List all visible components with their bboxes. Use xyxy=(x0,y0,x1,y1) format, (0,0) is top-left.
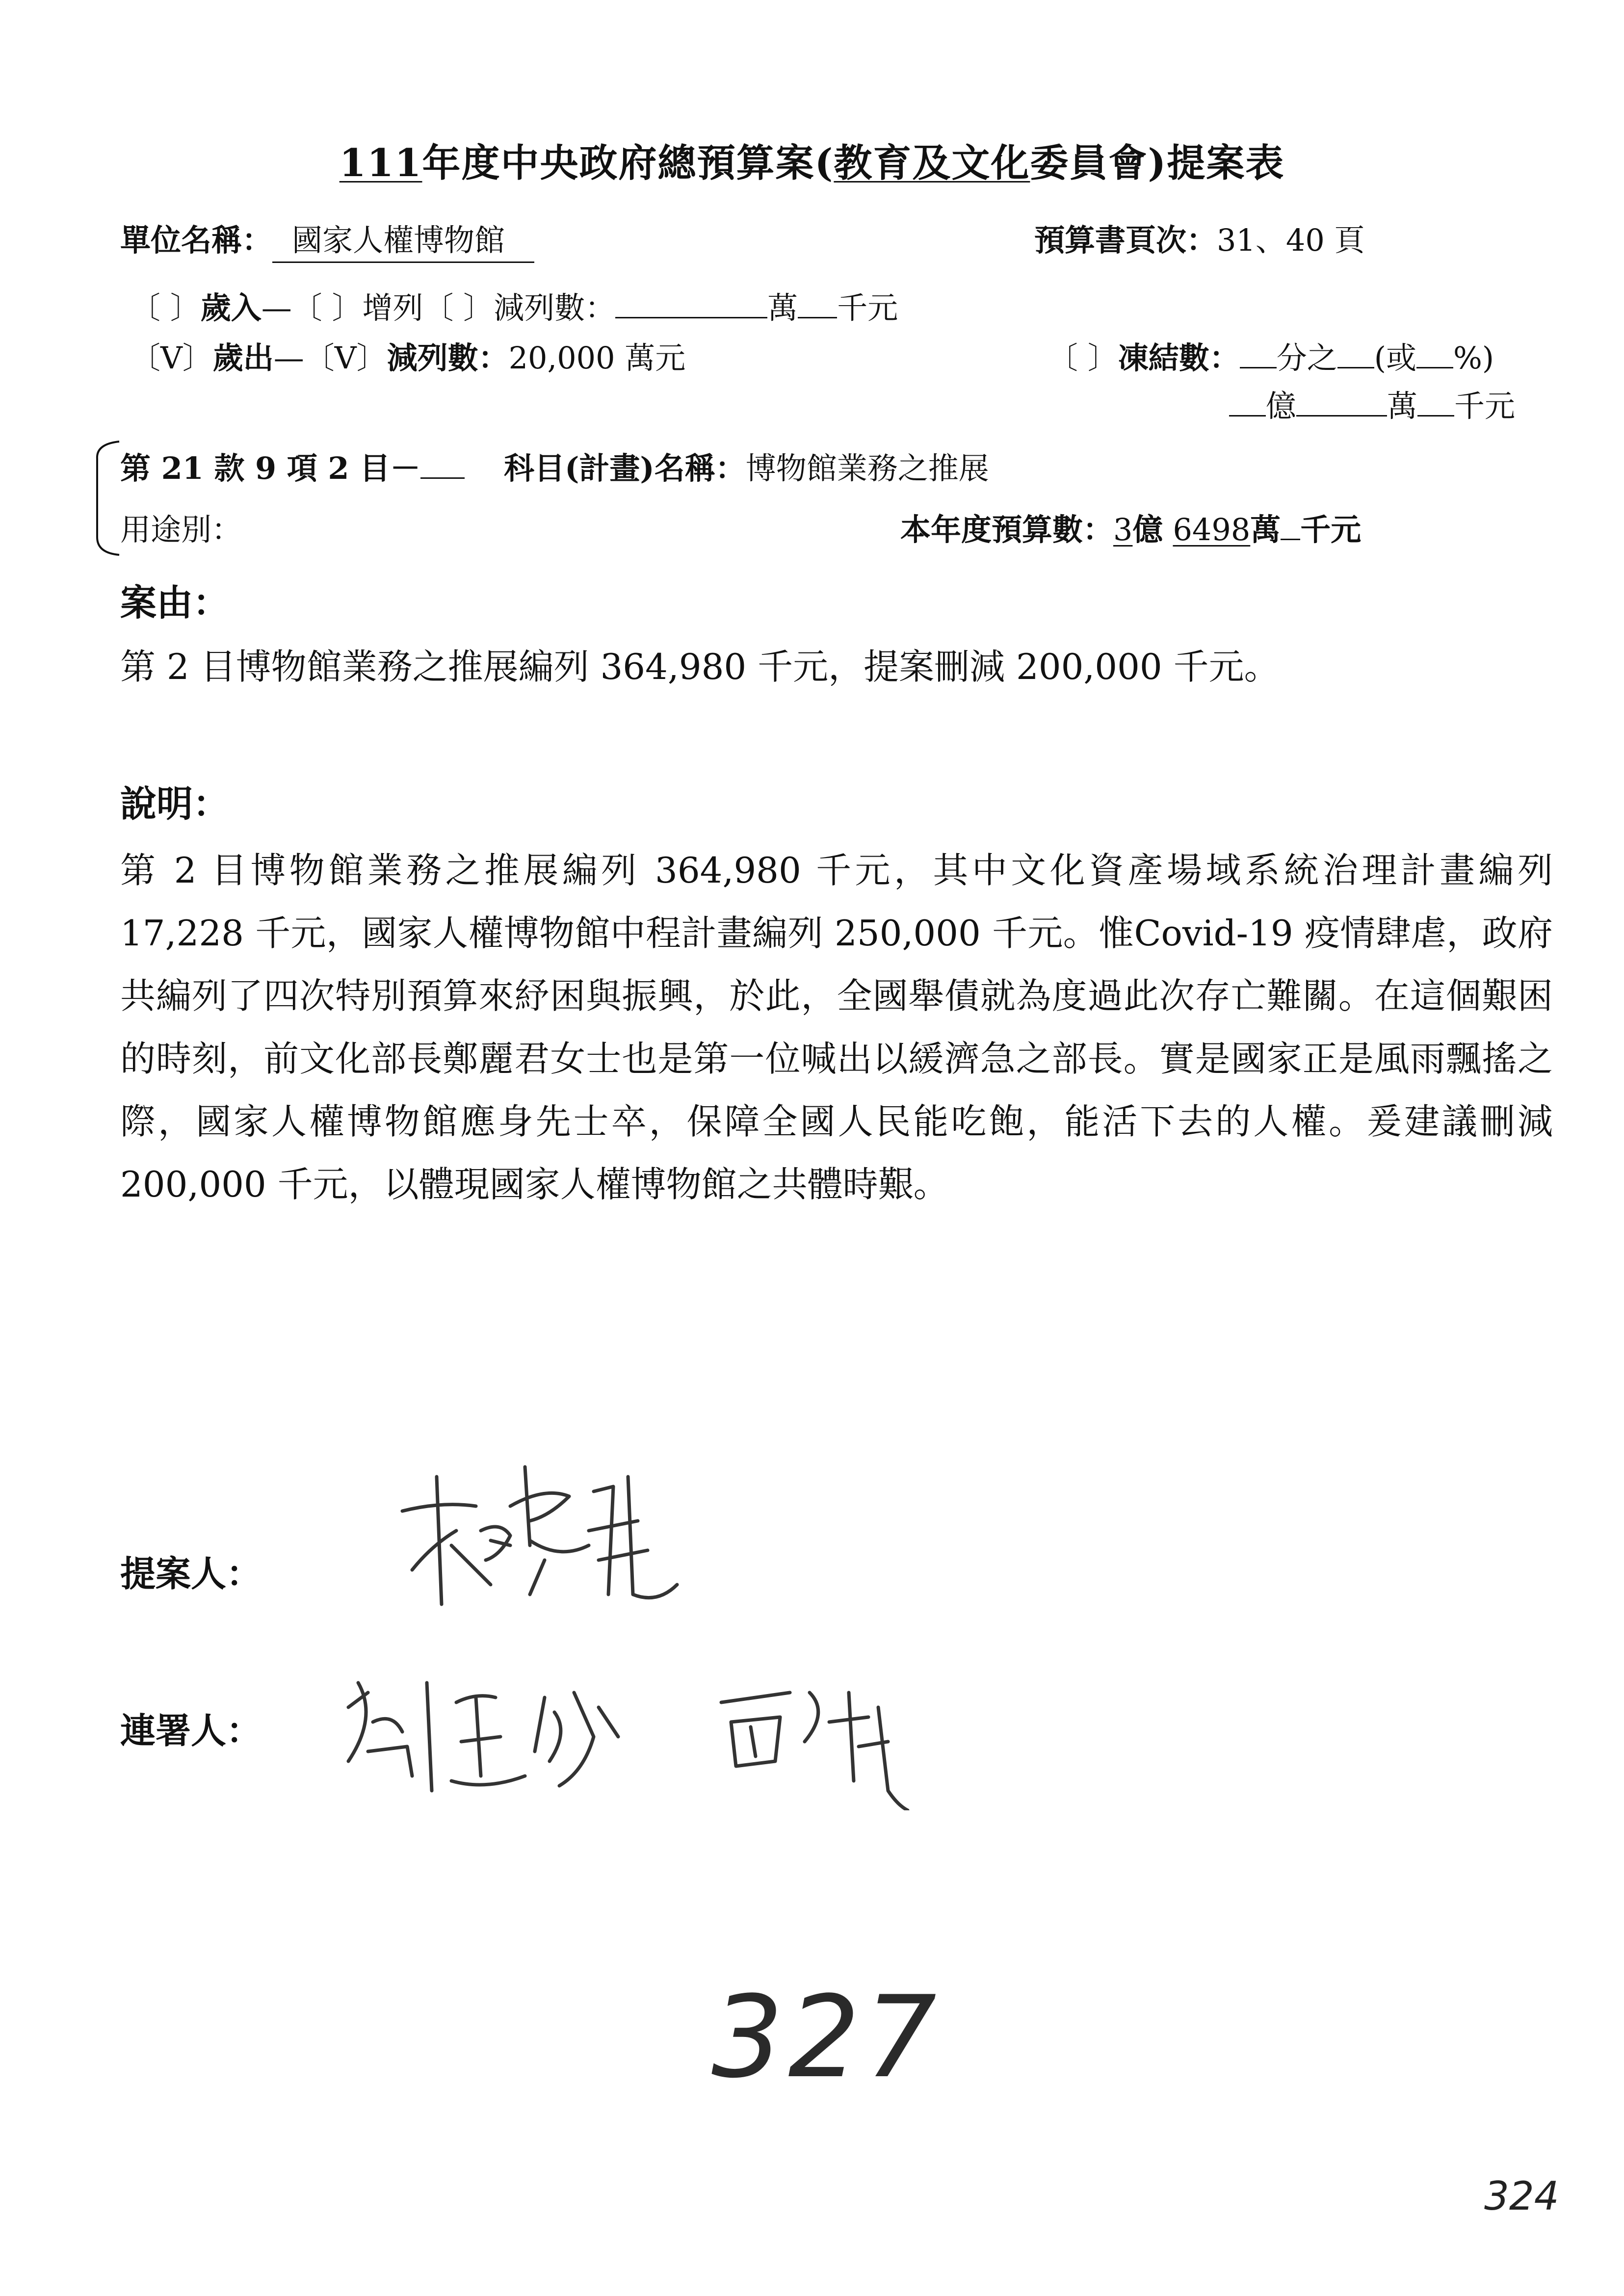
subject-value: 博物館業務之推展 xyxy=(745,450,989,486)
form-title xyxy=(0,132,1624,187)
expenditure-decrease-label: 減列數： xyxy=(387,340,509,376)
unit-row xyxy=(120,216,534,263)
item-line xyxy=(120,444,989,488)
freeze-or: (或 xyxy=(1374,340,1416,376)
expenditure-checkbox: 〔V〕 xyxy=(130,340,213,376)
expenditure-label: 歲出 xyxy=(212,340,274,376)
item-code-blank xyxy=(420,449,465,479)
freeze-wan-blank xyxy=(1296,387,1387,417)
proposer-signature xyxy=(383,1447,687,1624)
cosigner-signatures xyxy=(339,1663,976,1810)
freeze-blank-2 xyxy=(1337,339,1374,368)
freeze-checkbox: 〔 〕 xyxy=(1048,340,1118,376)
item-bracket xyxy=(92,439,122,557)
freeze-wan: 萬 xyxy=(1387,388,1418,424)
revenue-dash: — xyxy=(261,290,292,326)
freeze-qian-blank xyxy=(1417,387,1454,417)
cosigner-label: 連署人： xyxy=(120,1710,262,1751)
handwritten-number: 327 xyxy=(711,1972,942,2103)
explanation-heading: 說明： xyxy=(120,783,229,825)
proposer-label: 提案人： xyxy=(120,1553,262,1594)
budget-qian-blank xyxy=(1281,510,1300,540)
title-year: 111 xyxy=(339,141,422,185)
unit-label: 單位名稱： xyxy=(120,222,273,258)
pages-row xyxy=(1034,216,1365,260)
title-committee: 教育及文化 xyxy=(834,141,1030,185)
freeze-line xyxy=(1048,334,1494,377)
explanation-text: 第 2 目博物館業務之推展編列 364,980 千元，其中文化資產場域系統治理計畫編列 17,228 千元，國家人權博物館中程計畫編列 250,000 千元。惟Covid-19 疫情肆虐，政府共編列了四次特別預算來紓困與振興，於此，全國舉債就為度過此次存亡難關。在這個艱困的時刻，前文化部長鄭麗君女士也是第一位喊出以緩濟急之部長。實是國家正是風雨飄搖之際，國家人權博物館應身先士卒，保障全國人民能吃飽，能活下去的人權。爰建議刪減 200,000 千元，以體現國家人權博物館之共體時艱。 xyxy=(120,850,1553,1205)
freeze-blank-1 xyxy=(1240,339,1277,368)
title-part1: 年度中央政府總預算案( xyxy=(422,141,834,185)
budget-yi: 億 xyxy=(1132,512,1163,548)
revenue-qian: 千元 xyxy=(837,290,898,326)
expenditure-line xyxy=(130,334,685,377)
budget-qian: 千元 xyxy=(1300,512,1362,548)
subject-label: 科目(計畫)名稱： xyxy=(504,450,746,486)
reason-text: 第 2 目博物館業務之推展編列 364,980 千元，提案刪減 200,000 千元。 xyxy=(120,646,1280,687)
unit-value: 國家人權博物館 xyxy=(272,216,534,263)
revenue-decrease-label: 減列數： xyxy=(494,290,616,326)
freeze-yi: 億 xyxy=(1266,388,1297,424)
pages-value: 31、40 頁 xyxy=(1217,222,1365,258)
increase-checkbox: 〔 〕 xyxy=(291,290,363,326)
freeze-amount-line xyxy=(1229,382,1515,425)
freeze-label: 凍結數： xyxy=(1118,340,1240,376)
budget-wan: 萬 xyxy=(1250,512,1281,548)
freeze-qian: 千元 xyxy=(1454,388,1516,424)
freeze-pct: %) xyxy=(1453,340,1494,376)
budget-yi-value: 3 xyxy=(1113,512,1133,548)
revenue-qian-blank xyxy=(798,288,837,318)
revenue-amount-blank xyxy=(615,288,767,318)
reason-heading: 案由： xyxy=(120,582,229,624)
budget-wan-value: 6498 xyxy=(1173,512,1251,548)
freeze-fen: 分之 xyxy=(1276,340,1337,376)
item-code: 第 21 款 9 項 2 目－ xyxy=(120,450,421,486)
expenditure-amount: 20,000 萬元 xyxy=(508,340,686,376)
revenue-wan: 萬 xyxy=(767,290,798,326)
expenditure-decrease-checkbox: 〔V〕 xyxy=(304,340,387,376)
budget-line xyxy=(900,505,1361,549)
freeze-blank-3 xyxy=(1416,339,1453,368)
expenditure-dash: — xyxy=(273,340,304,376)
revenue-checkbox: 〔 〕 xyxy=(130,290,201,326)
budget-label: 本年度預算數： xyxy=(900,512,1114,548)
revenue-line xyxy=(130,284,898,327)
title-part2: 委員會)提案表 xyxy=(1030,141,1285,185)
revenue-label: 歲入 xyxy=(200,290,262,326)
purpose-label: 用途別： xyxy=(120,512,242,548)
freeze-yi-blank xyxy=(1229,387,1266,417)
decrease-checkbox: 〔 〕 xyxy=(423,290,494,326)
page-number: 324 xyxy=(1484,2173,1559,2219)
pages-label: 預算書頁次： xyxy=(1034,222,1217,258)
increase-label: 增列 xyxy=(362,290,423,326)
